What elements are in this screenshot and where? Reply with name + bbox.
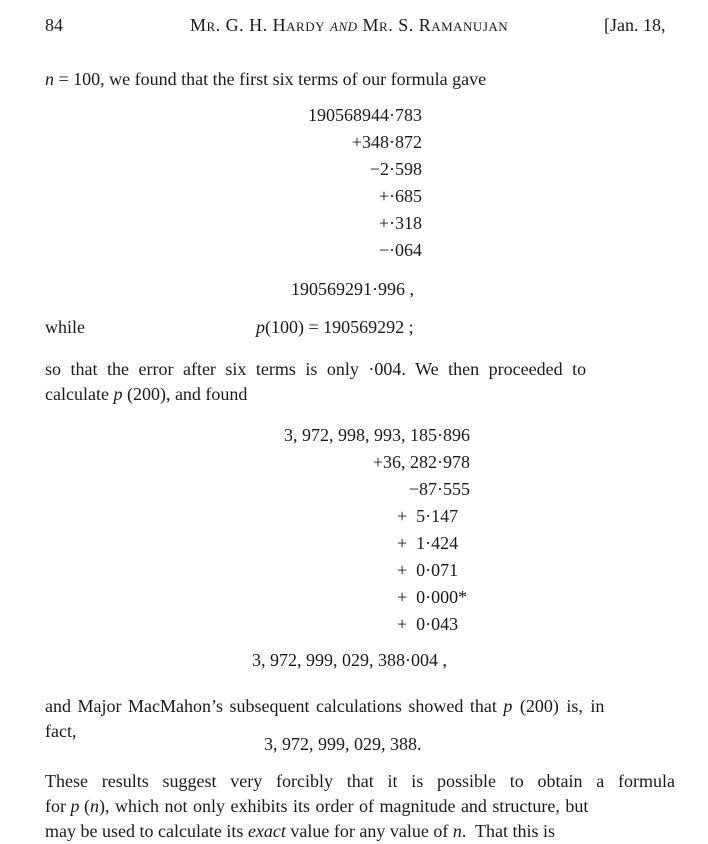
para3-line2: fact,	[45, 721, 77, 741]
sum-200-term: + 0·043	[397, 614, 459, 634]
sum-100-term: −·064	[378, 240, 422, 260]
para4-text: may be used to calculate its	[45, 821, 248, 841]
para2-line1-text: so that the error after six terms is only ·004. We then proceeded to	[45, 359, 587, 379]
header-date: [Jan. 18,	[604, 15, 666, 35]
para4-text: (	[79, 796, 90, 816]
sum-100-term: +·685	[378, 186, 422, 206]
var-n: n	[452, 821, 462, 841]
sum-100-term: −2·598	[369, 159, 422, 179]
para3-line1-content	[45, 697, 604, 715]
exact-word: exact	[247, 821, 286, 841]
var-p: p	[256, 317, 265, 337]
sum-200-term: + 0·000*	[397, 587, 468, 607]
sum-200-term: 3, 972, 998, 993, 185·896	[284, 425, 470, 445]
and-word: and	[330, 15, 358, 35]
page-number: 84	[45, 15, 63, 35]
para4-line2	[45, 797, 675, 815]
while-word: while	[45, 317, 85, 337]
sum-100-term: +·318	[378, 213, 422, 233]
p100-equation	[256, 318, 414, 336]
var-p: p	[503, 696, 513, 716]
sum-100-total: 190569291·996 ,	[291, 279, 414, 299]
p100-expr: (100) = 190569292 ;	[265, 317, 414, 337]
para4-line3	[45, 822, 555, 840]
sum-200-term: +36, 282·978	[372, 452, 470, 472]
para4-text: ), which not only exhibits its order of magnitude and structure, but	[99, 796, 589, 816]
para3-text: (200) is, in	[512, 696, 605, 716]
sum-200-term: + 1·424	[397, 533, 459, 553]
para3-text: and Major MacMahon’s subsequent calculations showed that	[45, 696, 504, 716]
intro-text: = 100, we found that the first six terms of our formula gave	[54, 69, 487, 89]
var-p: p	[70, 796, 80, 816]
sum-200-total: 3, 972, 999, 029, 388·004 ,	[252, 650, 447, 670]
para3-line1	[45, 697, 675, 715]
para4-text: . That this is	[461, 821, 556, 841]
para2-text: (200), and found	[122, 384, 248, 404]
sum-200-term: −87·555	[408, 479, 470, 499]
var-p: p	[113, 384, 123, 404]
sum-200-term: + 0·071	[397, 560, 459, 580]
author-hardy	[190, 16, 508, 34]
para4-line2-content	[45, 797, 588, 815]
var-n: n	[45, 69, 54, 89]
para2-line1	[45, 360, 675, 378]
p200-value: 3, 972, 999, 029, 388.	[264, 734, 422, 754]
sum-100-term: +348·872	[351, 132, 422, 152]
para4-text: for	[45, 796, 71, 816]
sum-100-term: 190568944·783	[308, 105, 422, 125]
para4-text: value for any value of	[285, 821, 453, 841]
para2-text: calculate	[45, 384, 114, 404]
var-n: n	[90, 796, 99, 816]
para2-line2	[45, 385, 247, 403]
author-hardy-name: Mr. G. H. Hardy	[190, 15, 326, 35]
author-ramanujan-name: Mr. S. Ramanujan	[362, 15, 509, 35]
intro-line	[45, 70, 486, 88]
sum-200-term: + 5·147	[397, 506, 459, 526]
para4-line1: These results suggest very forcibly that it is possible to obtain a formula	[45, 771, 675, 791]
